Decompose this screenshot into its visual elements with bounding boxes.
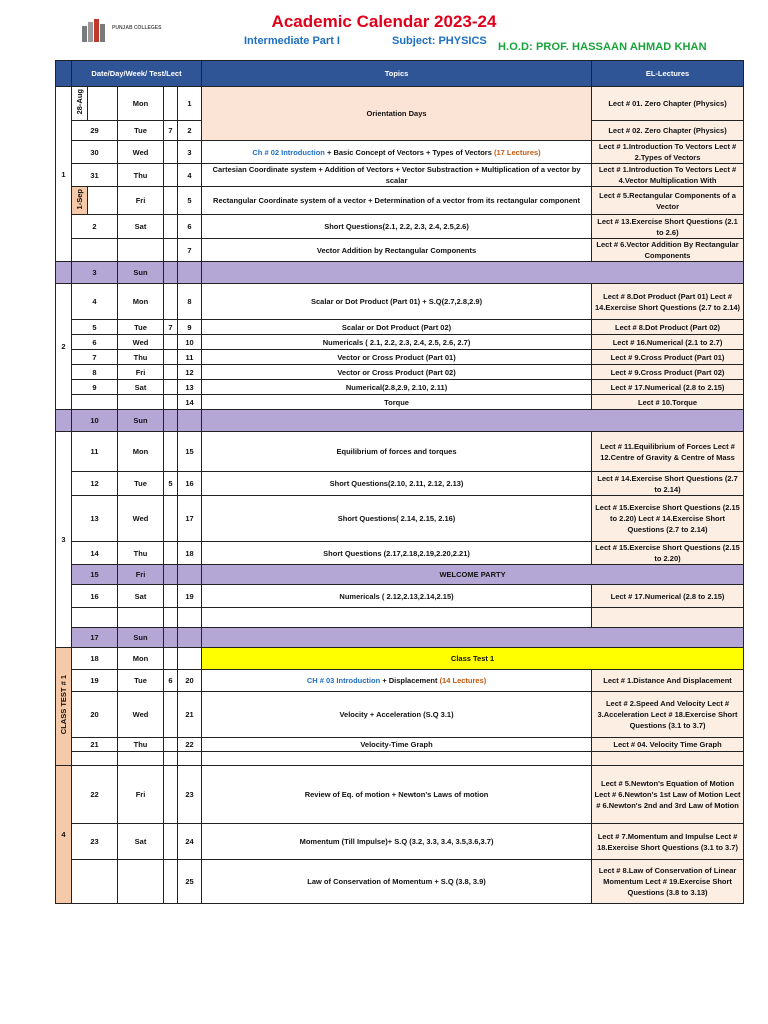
lect-cell: 20: [178, 670, 202, 692]
el-cell: Lect # 2.Speed And Velocity Lect # 3.Acceleration Lect # 18.Exercise Short Questions (3.1 to 3.7): [592, 692, 744, 738]
topic-cell: Short Questions( 2.14, 2.15, 2.16): [202, 496, 592, 542]
lect-cell: [178, 410, 202, 432]
topic-cell: Velocity-Time Graph: [202, 738, 592, 752]
day-cell: [118, 860, 164, 904]
event-row: [56, 565, 744, 585]
lect-cell: 7: [178, 239, 202, 262]
class-test-cell: [56, 648, 72, 766]
sunday-row: [56, 628, 744, 648]
table-row: [56, 472, 744, 496]
date-cell: 11: [72, 432, 118, 472]
topic-cell: Short Questions(2.1, 2.2, 2.3, 2.4, 2.5,2.6): [202, 215, 592, 239]
el-cell: Lect # 17.Numerical (2.8 to 2.15): [592, 585, 744, 608]
date-cell: [72, 860, 118, 904]
topic-cell: Vector or Cross Product (Part 01): [202, 350, 592, 365]
week-count-cell: 5: [164, 472, 178, 496]
topic-cell: [202, 608, 592, 628]
table-row: [56, 738, 744, 752]
week-count-cell: [164, 752, 178, 766]
table-row: [56, 692, 744, 738]
week-count-cell: 7: [164, 320, 178, 335]
day-cell: Tue: [118, 320, 164, 335]
date-cell: [88, 187, 118, 215]
topic-cell: Numerical(2.8,2.9, 2.10, 2.11): [202, 380, 592, 395]
lect-cell: [178, 262, 202, 284]
lect-cell: 12: [178, 365, 202, 380]
week-cell: 1: [56, 87, 72, 262]
date-cell: 15: [72, 565, 118, 585]
lect-cell: 10: [178, 335, 202, 350]
el-cell: Lect # 02. Zero Chapter (Physics): [592, 121, 744, 141]
month-label: 28-Aug: [75, 89, 84, 115]
day-cell: Thu: [118, 164, 164, 187]
table-row: [56, 187, 744, 215]
date-cell: 6: [72, 335, 118, 350]
el-cell: Lect # 7.Momentum and Impulse Lect # 18.Exercise Short Questions (3.1 to 3.7): [592, 824, 744, 860]
week-count-cell: [164, 410, 178, 432]
day-cell: Sun: [118, 262, 164, 284]
welcome-party-label: WELCOME PARTY: [202, 565, 744, 585]
table-row: [56, 380, 744, 395]
sunday-row: [56, 262, 744, 284]
lect-cell: 1: [178, 87, 202, 121]
day-cell: Wed: [118, 335, 164, 350]
week-count-cell: [164, 350, 178, 365]
day-cell: Wed: [118, 692, 164, 738]
day-cell: Mon: [118, 648, 164, 670]
day-cell: Sat: [118, 215, 164, 239]
week-cell: [56, 410, 72, 432]
week-count-cell: [164, 395, 178, 410]
date-cell: 19: [72, 670, 118, 692]
day-cell: Mon: [118, 432, 164, 472]
week-count-cell: [164, 284, 178, 320]
month-cell: [72, 87, 88, 121]
week-count-cell: [164, 187, 178, 215]
topic-cell: Review of Eq. of motion + Newton's Laws of motion: [202, 766, 592, 824]
lect-cell: 9: [178, 320, 202, 335]
week-count-cell: [164, 692, 178, 738]
day-cell: [118, 752, 164, 766]
lect-cell: 13: [178, 380, 202, 395]
week-count-cell: [164, 608, 178, 628]
date-cell: 30: [72, 141, 118, 164]
week-count-cell: [164, 496, 178, 542]
lect-cell: 14: [178, 395, 202, 410]
week-count-cell: [164, 542, 178, 565]
week-count-cell: [164, 432, 178, 472]
el-cell: Lect # 5.Newton's Equation of Motion Lect # 6.Newton's 1st Law of Motion Lect # 6.Newton's 2nd and 3rd Law of Motion: [592, 766, 744, 824]
lect-cell: 3: [178, 141, 202, 164]
day-cell: Thu: [118, 542, 164, 565]
day-cell: Thu: [118, 350, 164, 365]
table-row: [56, 542, 744, 565]
table-row: [56, 670, 744, 692]
page-title: Academic Calendar 2023-24: [271, 12, 497, 31]
table-row: [56, 365, 744, 380]
week-count-cell: [164, 141, 178, 164]
date-cell: 31: [72, 164, 118, 187]
lect-cell: [178, 648, 202, 670]
date-cell: 7: [72, 350, 118, 365]
el-cell: Lect # 14.Exercise Short Questions (2.7 to 2.14): [592, 472, 744, 496]
el-cell: Lect # 11.Equilibrium of Forces Lect # 12.Centre of Gravity & Centre of Mass: [592, 432, 744, 472]
table-row: [56, 432, 744, 472]
table-row: [56, 141, 744, 164]
spacer-row: [56, 752, 744, 766]
date-cell: 13: [72, 496, 118, 542]
lect-cell: [178, 628, 202, 648]
table-row: [56, 239, 744, 262]
logo-text: PUNJAB COLLEGES: [112, 25, 162, 31]
day-cell: Fri: [118, 565, 164, 585]
lect-cell: [178, 608, 202, 628]
topic-cell: Vector or Cross Product (Part 02): [202, 365, 592, 380]
table-row: [56, 87, 744, 121]
topic-cell: Numericals ( 2.12,2.13,2.14,2.15): [202, 585, 592, 608]
class-test-label: CLASS TEST # 1: [59, 675, 68, 735]
day-cell: Sat: [118, 585, 164, 608]
class-test-row: [56, 648, 744, 670]
orientation-banner: Orientation Days: [202, 87, 592, 141]
lect-cell: 5: [178, 187, 202, 215]
week-count-cell: [164, 565, 178, 585]
lect-cell: 21: [178, 692, 202, 738]
chapter-link: Ch # 02 Introduction: [252, 147, 325, 157]
el-cell: Lect # 5.Rectangular Components of a Vector: [592, 187, 744, 215]
day-cell: Tue: [118, 121, 164, 141]
topic-cell: Cartesian Coordinate system + Addition of Vectors + Vector Substraction + Multiplication of a vector by scalar: [202, 164, 592, 187]
week-count-cell: [164, 380, 178, 395]
week-count-cell: [164, 262, 178, 284]
date-cell: 20: [72, 692, 118, 738]
el-cell: Lect # 15.Exercise Short Questions (2.15 to 2.20) Lect # 14.Exercise Short Questions (2.7 to 2.14): [592, 496, 744, 542]
table-header-row: [56, 61, 744, 87]
day-cell: Thu: [118, 738, 164, 752]
week-count-cell: [164, 87, 178, 121]
table-row: [56, 320, 744, 335]
topic-cell: Torque: [202, 395, 592, 410]
header-date: Date/Day/Week/ Test/Lect: [72, 61, 202, 87]
lect-cell: 19: [178, 585, 202, 608]
table-row: [56, 335, 744, 350]
week-cell: 4: [56, 766, 72, 904]
table-row: [56, 350, 744, 365]
date-cell: 4: [72, 284, 118, 320]
date-cell: 29: [72, 121, 118, 141]
week-count-cell: [164, 824, 178, 860]
header-el: EL-Lectures: [592, 61, 744, 87]
el-cell: Lect # 04. Velocity Time Graph: [592, 738, 744, 752]
week-count-cell: [164, 628, 178, 648]
week-count-cell: [164, 766, 178, 824]
date-cell: 17: [72, 628, 118, 648]
date-cell: [72, 608, 118, 628]
el-cell: Lect # 6.Vector Addition By Rectangular Components: [592, 239, 744, 262]
date-cell: 21: [72, 738, 118, 752]
lecture-count: (17 Lectures): [493, 147, 541, 157]
header-week-cell: [56, 61, 72, 87]
date-cell: 22: [72, 766, 118, 824]
week-count-cell: [164, 335, 178, 350]
week-count-cell: [164, 648, 178, 670]
week-cell: 2: [56, 284, 72, 410]
calendar-table: [55, 60, 744, 904]
date-cell: 9: [72, 380, 118, 395]
el-cell: Lect # 1.Introduction To Vectors Lect # 2.Types of Vectors: [592, 141, 744, 164]
day-cell: Sun: [118, 628, 164, 648]
topic-cell: Short Questions (2.17,2.18,2.19,2.20,2.21): [202, 542, 592, 565]
week-count-cell: [164, 738, 178, 752]
date-cell: [72, 239, 118, 262]
day-cell: Mon: [118, 87, 164, 121]
topic-text: + Basic Concept of Vectors + Types of Vectors: [324, 147, 494, 157]
lect-cell: [178, 752, 202, 766]
hod-label: H.O.D: PROF. HASSAAN AHMAD KHAN: [498, 41, 707, 53]
el-cell: Lect # 1.Introduction To Vectors Lect # 4.Vector Multiplication With: [592, 164, 744, 187]
table-row: [56, 824, 744, 860]
el-cell: [592, 752, 744, 766]
el-cell: Lect # 1.Distance And Displacement: [592, 670, 744, 692]
el-cell: Lect # 16.Numerical (2.1 to 2.7): [592, 335, 744, 350]
week-count-cell: [164, 365, 178, 380]
date-cell: [72, 395, 118, 410]
sunday-fill: [202, 628, 744, 648]
lect-cell: 11: [178, 350, 202, 365]
day-cell: Wed: [118, 141, 164, 164]
day-cell: [118, 395, 164, 410]
lect-cell: 24: [178, 824, 202, 860]
date-cell: 10: [72, 410, 118, 432]
lect-cell: 22: [178, 738, 202, 752]
lect-cell: 2: [178, 121, 202, 141]
el-cell: Lect # 8.Dot Product (Part 02): [592, 320, 744, 335]
date-cell: 2: [72, 215, 118, 239]
week-count-cell: [164, 585, 178, 608]
date-cell: [72, 752, 118, 766]
day-cell: Wed: [118, 496, 164, 542]
el-cell: Lect # 10.Torque: [592, 395, 744, 410]
el-cell: Lect # 13.Exercise Short Questions (2.1 to 2.6): [592, 215, 744, 239]
day-cell: Tue: [118, 472, 164, 496]
topic-cell: Rectangular Coordinate system of a vector + Determination of a vector from its rectangular component: [202, 187, 592, 215]
lect-cell: 17: [178, 496, 202, 542]
lect-cell: [178, 565, 202, 585]
day-cell: Mon: [118, 284, 164, 320]
table-row: [56, 608, 744, 628]
el-cell: [592, 608, 744, 628]
el-cell: Lect # 01. Zero Chapter (Physics): [592, 87, 744, 121]
day-cell: Sat: [118, 824, 164, 860]
week-cell: 3: [56, 432, 72, 648]
el-cell: Lect # 8.Dot Product (Part 01) Lect # 14.Exercise Short Questions (2.7 to 2.14): [592, 284, 744, 320]
table-row: [56, 766, 744, 824]
topic-cell: Numericals ( 2.1, 2.2, 2.3, 2.4, 2.5, 2.6, 2.7): [202, 335, 592, 350]
date-cell: 23: [72, 824, 118, 860]
class-test-banner: Class Test 1: [202, 648, 744, 670]
day-cell: Sat: [118, 380, 164, 395]
subject-label: Subject: PHYSICS: [392, 35, 487, 47]
el-cell: Lect # 9.Cross Product (Part 02): [592, 365, 744, 380]
day-cell: Sun: [118, 410, 164, 432]
sunday-fill: [202, 410, 744, 432]
date-cell: [88, 87, 118, 121]
part-label: Intermediate Part I: [244, 35, 340, 47]
table-row: [56, 164, 744, 187]
table-row: [56, 585, 744, 608]
date-cell: 3: [72, 262, 118, 284]
date-cell: 5: [72, 320, 118, 335]
day-cell: Tue: [118, 670, 164, 692]
day-cell: Fri: [118, 365, 164, 380]
day-cell: [118, 608, 164, 628]
topic-cell: Momentum (Till Impulse)+ S.Q (3.2, 3.3, 3.4, 3.5,3.6,3.7): [202, 824, 592, 860]
topic-cell: [202, 141, 592, 164]
topic-cell: Velocity + Acceleration (S.Q 3.1): [202, 692, 592, 738]
topic-cell: [202, 670, 592, 692]
lect-cell: 23: [178, 766, 202, 824]
topic-cell: [202, 752, 592, 766]
table-row: [56, 496, 744, 542]
lect-cell: 18: [178, 542, 202, 565]
week-count-cell: 6: [164, 670, 178, 692]
week-count-cell: [164, 164, 178, 187]
el-cell: Lect # 15.Exercise Short Questions (2.15 to 2.20): [592, 542, 744, 565]
date-cell: 18: [72, 648, 118, 670]
topic-cell: Short Questions(2.10, 2.11, 2.12, 2.13): [202, 472, 592, 496]
sunday-row: [56, 410, 744, 432]
month-cell: [72, 187, 88, 215]
table-row: [56, 284, 744, 320]
week-count-cell: [164, 860, 178, 904]
topic-cell: Scalar or Dot Product (Part 02): [202, 320, 592, 335]
week-cell: [56, 262, 72, 284]
sunday-fill: [202, 262, 744, 284]
table-row: [56, 395, 744, 410]
lect-cell: 4: [178, 164, 202, 187]
table-row: [56, 860, 744, 904]
week-count-cell: [164, 215, 178, 239]
date-cell: 14: [72, 542, 118, 565]
month-label: 1-Sep: [75, 188, 84, 210]
week-count-cell: [164, 239, 178, 262]
table-row: [56, 215, 744, 239]
lect-cell: 8: [178, 284, 202, 320]
topic-cell: Equilibrium of forces and torques: [202, 432, 592, 472]
lecture-count: (14 Lectures): [439, 676, 487, 685]
el-cell: Lect # 8.Law of Conservation of Linear Momentum Lect # 19.Exercise Short Questions (3.8 to 3.13): [592, 860, 744, 904]
topic-cell: Vector Addition by Rectangular Components: [202, 239, 592, 262]
lect-cell: 6: [178, 215, 202, 239]
day-cell: [118, 239, 164, 262]
topic-cell: Scalar or Dot Product (Part 01) + S.Q(2.7,2.8,2.9): [202, 284, 592, 320]
chapter-link: CH # 03 Introduction: [306, 676, 381, 685]
topic-text: + Displacement: [380, 676, 440, 685]
el-cell: Lect # 9.Cross Product (Part 01): [592, 350, 744, 365]
day-cell: Fri: [118, 187, 164, 215]
header-topics: Topics: [202, 61, 592, 87]
topic-cell: Law of Conservation of Momentum + S.Q (3.8, 3.9): [202, 860, 592, 904]
date-cell: 8: [72, 365, 118, 380]
lect-cell: 25: [178, 860, 202, 904]
date-cell: 16: [72, 585, 118, 608]
week-count-cell: 7: [164, 121, 178, 141]
day-cell: Fri: [118, 766, 164, 824]
lect-cell: 15: [178, 432, 202, 472]
date-cell: 12: [72, 472, 118, 496]
lect-cell: 16: [178, 472, 202, 496]
el-cell: Lect # 17.Numerical (2.8 to 2.15): [592, 380, 744, 395]
